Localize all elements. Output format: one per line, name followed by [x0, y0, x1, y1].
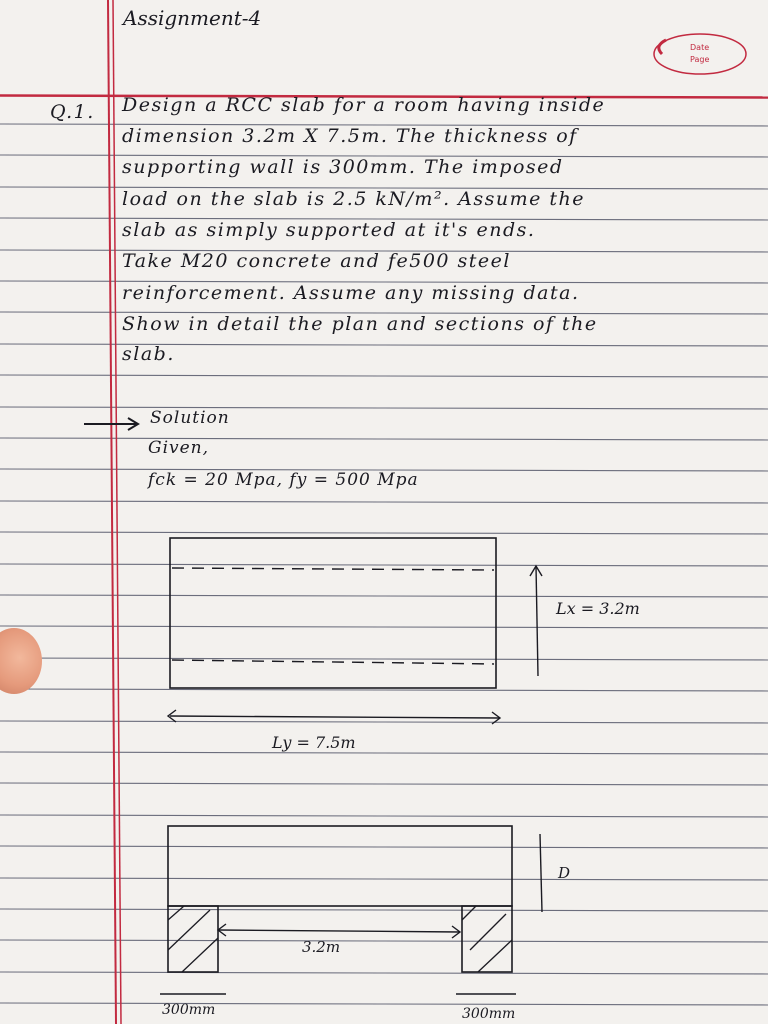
ruled-line	[0, 407, 768, 409]
page-title: Assignment-4	[123, 6, 262, 30]
question-line: Design a RCC slab for a room having inside	[122, 94, 606, 116]
question-line: Show in detail the plan and sections of the	[122, 313, 598, 335]
ruled-line	[0, 689, 768, 691]
ruled-line	[0, 626, 768, 628]
given-values: fck = 20 Mpa, fy = 500 Mpa	[148, 470, 419, 490]
wall-right-width: 300mm	[462, 1006, 516, 1022]
ruled-line	[0, 752, 768, 754]
question-line: slab as simply supported at it's ends.	[122, 219, 536, 241]
date-page-logo	[648, 28, 758, 88]
wall-left-width: 300mm	[162, 1002, 216, 1018]
ruled-line	[0, 501, 768, 503]
question-line: load on the slab is 2.5 kN/m². Assume the	[122, 188, 586, 210]
question-number: Q.1.	[50, 101, 95, 123]
ruled-line	[0, 564, 768, 566]
logo-date-text: Date	[690, 43, 710, 52]
solution-arrow	[84, 414, 144, 434]
question-line: reinforcement. Assume any missing data.	[122, 282, 580, 304]
ruled-line	[0, 658, 768, 660]
lx-label: Lx = 3.2m	[556, 599, 640, 618]
ruled-line	[0, 595, 768, 597]
given-label: Given,	[148, 438, 210, 458]
ruled-line	[0, 532, 768, 534]
ruled-line	[0, 783, 768, 785]
depth-label: D	[558, 864, 571, 882]
ruled-line	[0, 438, 768, 440]
question-line: Take M20 concrete and fe500 steel	[122, 250, 511, 272]
ruled-line	[0, 721, 768, 723]
question-line: slab.	[122, 343, 175, 365]
span-label: 3.2m	[302, 938, 341, 956]
question-line: supporting wall is 300mm. The imposed	[122, 156, 564, 178]
ly-label: Ly = 7.5m	[272, 733, 356, 752]
logo-page-text: Page	[690, 55, 710, 64]
question-line: dimension 3.2m X 7.5m. The thickness of	[122, 125, 578, 147]
solution-heading: Solution	[150, 408, 230, 428]
